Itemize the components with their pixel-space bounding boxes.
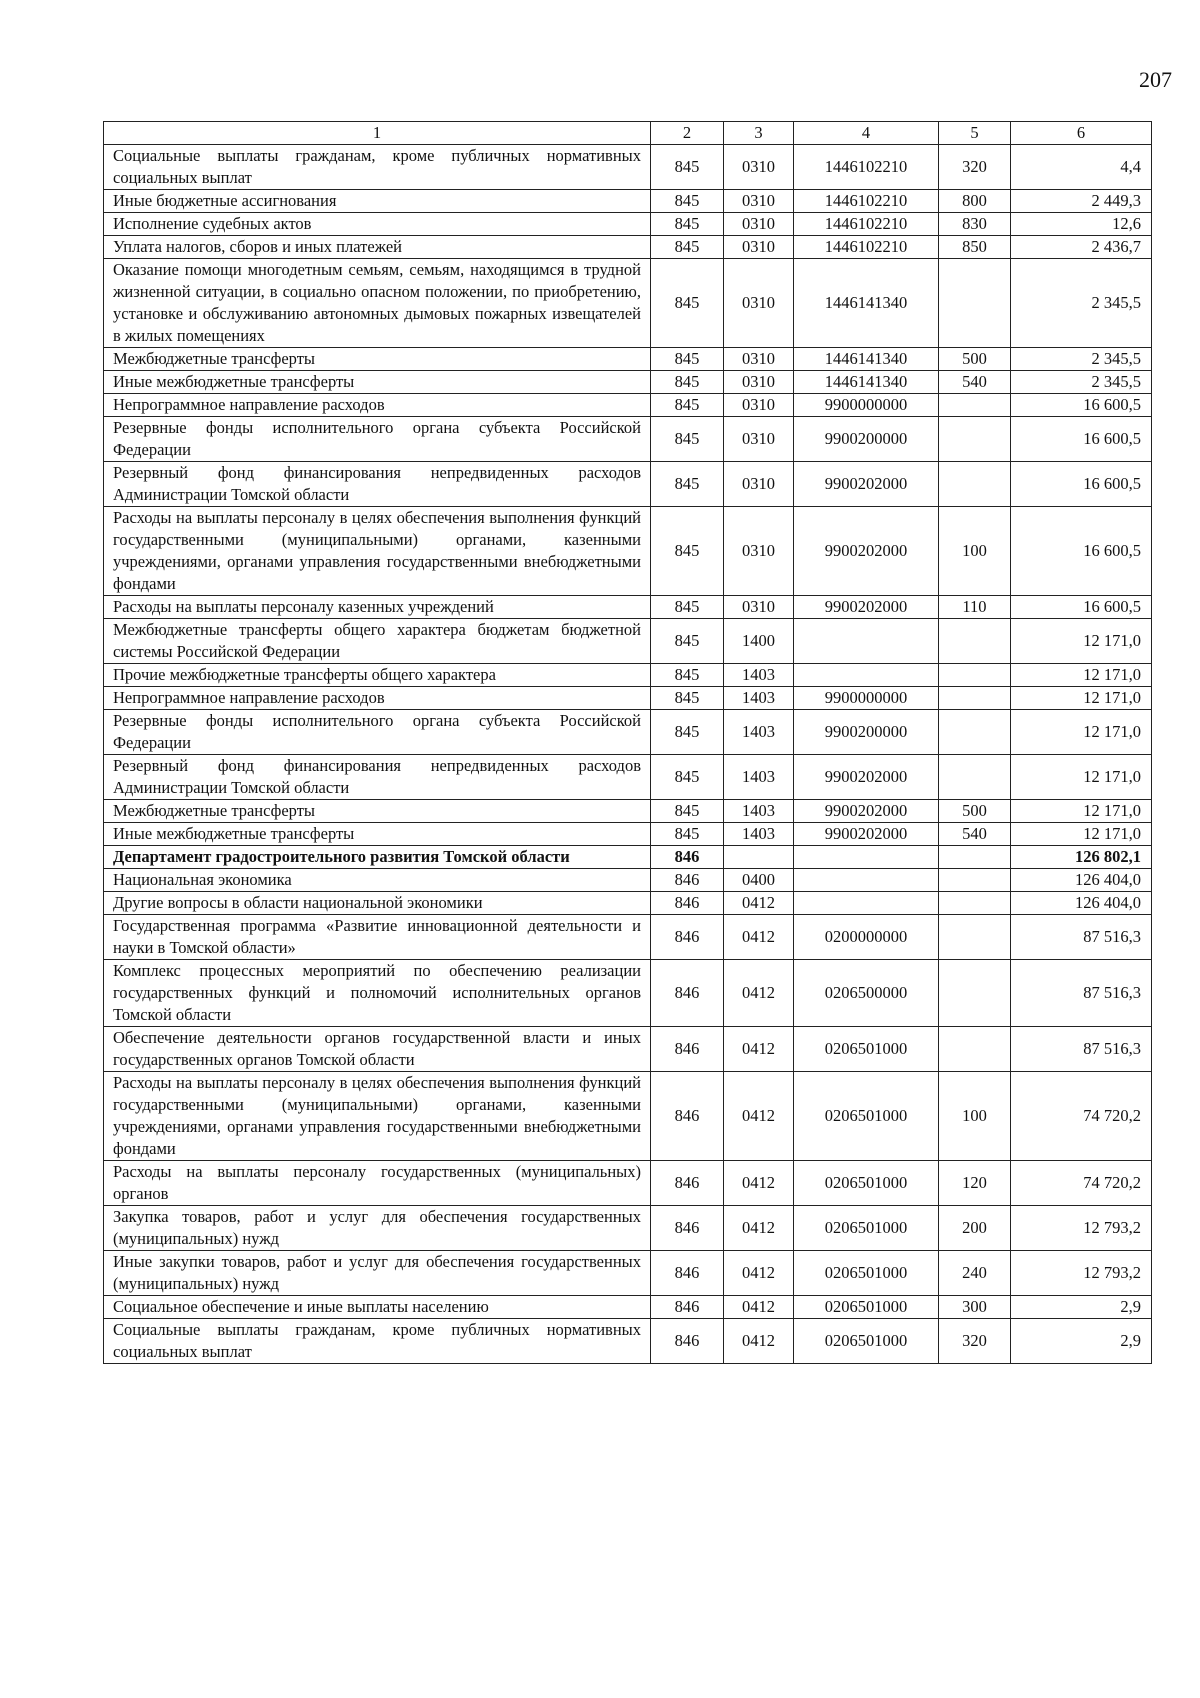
row-section-cell: 1403 xyxy=(724,755,794,800)
row-section-cell: 0412 xyxy=(724,1206,794,1251)
table-row xyxy=(104,259,1152,348)
row-amount-cell: 16 600,5 xyxy=(1011,462,1152,507)
row-dept-code-cell: 846 xyxy=(651,1027,724,1072)
row-amount-cell: 2 345,5 xyxy=(1011,371,1152,394)
row-target-article-cell: 9900202000 xyxy=(794,755,939,800)
row-expense-type-cell xyxy=(939,664,1011,687)
row-section-cell: 0412 xyxy=(724,960,794,1027)
row-section-cell: 1403 xyxy=(724,823,794,846)
row-section-cell: 0310 xyxy=(724,507,794,596)
row-amount-cell: 12 793,2 xyxy=(1011,1251,1152,1296)
row-amount-cell: 16 600,5 xyxy=(1011,394,1152,417)
row-target-article-cell xyxy=(794,869,939,892)
row-expense-type-cell xyxy=(939,869,1011,892)
row-expense-type-cell xyxy=(939,687,1011,710)
row-name-cell: Оказание помощи многодетным семьям, семьям, находящимся в трудной жизненной ситуации, в социально опасном положении, по приобретению, установке и обслуживанию автономных дымовых пожарных извещателей в жилых помещениях xyxy=(104,259,651,348)
row-name-cell: Государственная программа «Развитие инновационной деятельности и науки в Томской области» xyxy=(104,915,651,960)
row-amount-cell: 12 171,0 xyxy=(1011,800,1152,823)
row-section-cell: 1403 xyxy=(724,687,794,710)
row-name-cell: Резервные фонды исполнительного органа субъекта Российской Федерации xyxy=(104,710,651,755)
row-expense-type-cell: 850 xyxy=(939,236,1011,259)
row-amount-cell: 126 404,0 xyxy=(1011,869,1152,892)
row-dept-code-cell: 846 xyxy=(651,960,724,1027)
row-target-article-cell: 1446141340 xyxy=(794,348,939,371)
table-row xyxy=(104,190,1152,213)
table-row xyxy=(104,462,1152,507)
row-section-cell: 0412 xyxy=(724,915,794,960)
row-dept-code-cell: 845 xyxy=(651,190,724,213)
row-amount-cell: 2 449,3 xyxy=(1011,190,1152,213)
row-expense-type-cell: 500 xyxy=(939,348,1011,371)
row-target-article-cell: 0206501000 xyxy=(794,1319,939,1364)
row-amount-cell: 74 720,2 xyxy=(1011,1161,1152,1206)
row-expense-type-cell: 110 xyxy=(939,596,1011,619)
row-section-cell: 1403 xyxy=(724,800,794,823)
page-number: 207 xyxy=(1139,67,1172,92)
row-expense-type-cell: 300 xyxy=(939,1296,1011,1319)
table-row xyxy=(104,371,1152,394)
row-expense-type-cell: 540 xyxy=(939,823,1011,846)
header-cell: 2 xyxy=(651,122,724,145)
row-dept-code-cell: 845 xyxy=(651,823,724,846)
row-target-article-cell: 0206501000 xyxy=(794,1296,939,1319)
row-section-cell: 0412 xyxy=(724,1251,794,1296)
row-expense-type-cell: 100 xyxy=(939,1072,1011,1161)
row-dept-code-cell: 845 xyxy=(651,145,724,190)
row-target-article-cell xyxy=(794,846,939,869)
table-row xyxy=(104,236,1152,259)
row-amount-cell: 87 516,3 xyxy=(1011,960,1152,1027)
row-name-cell: Уплата налогов, сборов и иных платежей xyxy=(104,236,651,259)
row-dept-code-cell: 845 xyxy=(651,417,724,462)
row-dept-code-cell: 846 xyxy=(651,1072,724,1161)
row-expense-type-cell: 320 xyxy=(939,145,1011,190)
header-cell: 4 xyxy=(794,122,939,145)
row-target-article-cell: 0206500000 xyxy=(794,960,939,1027)
row-dept-code-cell: 846 xyxy=(651,1206,724,1251)
row-target-article-cell xyxy=(794,892,939,915)
row-section-cell: 0310 xyxy=(724,596,794,619)
row-dept-code-cell: 846 xyxy=(651,1251,724,1296)
row-target-article-cell: 9900200000 xyxy=(794,417,939,462)
row-expense-type-cell xyxy=(939,710,1011,755)
row-name-cell: Непрограммное направление расходов xyxy=(104,687,651,710)
row-name-cell: Непрограммное направление расходов xyxy=(104,394,651,417)
table-row xyxy=(104,960,1152,1027)
row-section-cell: 0412 xyxy=(724,1072,794,1161)
row-target-article-cell: 9900202000 xyxy=(794,507,939,596)
row-section-cell xyxy=(724,846,794,869)
table-row xyxy=(104,1027,1152,1072)
row-dept-code-cell: 845 xyxy=(651,213,724,236)
row-section-cell: 0310 xyxy=(724,259,794,348)
row-target-article-cell: 0200000000 xyxy=(794,915,939,960)
row-dept-code-cell: 845 xyxy=(651,462,724,507)
row-name-cell: Исполнение судебных актов xyxy=(104,213,651,236)
row-amount-cell: 12 171,0 xyxy=(1011,664,1152,687)
row-name-cell: Расходы на выплаты персоналу казенных учреждений xyxy=(104,596,651,619)
row-expense-type-cell xyxy=(939,259,1011,348)
header-cell: 6 xyxy=(1011,122,1152,145)
row-name-cell: Социальные выплаты гражданам, кроме публичных нормативных социальных выплат xyxy=(104,145,651,190)
table-row xyxy=(104,619,1152,664)
row-dept-code-cell: 845 xyxy=(651,394,724,417)
row-target-article-cell: 9900202000 xyxy=(794,462,939,507)
row-target-article-cell: 9900000000 xyxy=(794,687,939,710)
row-expense-type-cell xyxy=(939,846,1011,869)
row-amount-cell: 74 720,2 xyxy=(1011,1072,1152,1161)
row-name-cell: Межбюджетные трансферты общего характера бюджетам бюджетной системы Российской Федерации xyxy=(104,619,651,664)
row-section-cell: 0400 xyxy=(724,869,794,892)
row-target-article-cell: 9900202000 xyxy=(794,800,939,823)
row-section-cell: 0412 xyxy=(724,1027,794,1072)
row-section-cell: 1403 xyxy=(724,664,794,687)
table-row xyxy=(104,348,1152,371)
row-name-cell: Иные межбюджетные трансферты xyxy=(104,823,651,846)
row-amount-cell: 16 600,5 xyxy=(1011,596,1152,619)
row-name-cell: Резервный фонд финансирования непредвиденных расходов Администрации Томской области xyxy=(104,462,651,507)
table-row xyxy=(104,507,1152,596)
row-dept-code-cell: 845 xyxy=(651,507,724,596)
row-section-cell: 1403 xyxy=(724,710,794,755)
row-expense-type-cell: 320 xyxy=(939,1319,1011,1364)
row-expense-type-cell: 200 xyxy=(939,1206,1011,1251)
table-row xyxy=(104,1206,1152,1251)
row-name-cell: Межбюджетные трансферты xyxy=(104,800,651,823)
row-dept-code-cell: 845 xyxy=(651,371,724,394)
table-row xyxy=(104,755,1152,800)
row-amount-cell: 12 171,0 xyxy=(1011,755,1152,800)
row-dept-code-cell: 845 xyxy=(651,236,724,259)
row-target-article-cell: 0206501000 xyxy=(794,1206,939,1251)
row-name-cell: Социальное обеспечение и иные выплаты населению xyxy=(104,1296,651,1319)
table-row xyxy=(104,800,1152,823)
table-row xyxy=(104,596,1152,619)
row-dept-code-cell: 845 xyxy=(651,596,724,619)
row-target-article-cell: 0206501000 xyxy=(794,1251,939,1296)
row-name-cell: Закупка товаров, работ и услуг для обеспечения государственных (муниципальных) нужд xyxy=(104,1206,651,1251)
row-section-cell: 0310 xyxy=(724,348,794,371)
row-expense-type-cell: 500 xyxy=(939,800,1011,823)
budget-table xyxy=(103,121,1152,1364)
table-row xyxy=(104,145,1152,190)
row-dept-code-cell: 845 xyxy=(651,259,724,348)
header-cell: 1 xyxy=(104,122,651,145)
row-section-cell: 0412 xyxy=(724,1161,794,1206)
row-name-cell: Расходы на выплаты персоналу в целях обеспечения выполнения функций государственными (муниципальными) органами, казенными учреждениями, органами управления государственными внебюджетными фондами xyxy=(104,507,651,596)
row-target-article-cell: 1446141340 xyxy=(794,259,939,348)
row-target-article-cell: 9900000000 xyxy=(794,394,939,417)
row-name-cell: Расходы на выплаты персоналу в целях обеспечения выполнения функций государственными (муниципальными) органами, казенными учреждениями, органами управления государственными внебюджетными фондами xyxy=(104,1072,651,1161)
row-amount-cell: 87 516,3 xyxy=(1011,915,1152,960)
table-row xyxy=(104,394,1152,417)
row-target-article-cell: 9900202000 xyxy=(794,596,939,619)
row-dept-code-cell: 845 xyxy=(651,800,724,823)
row-name-cell: Расходы на выплаты персоналу государственных (муниципальных) органов xyxy=(104,1161,651,1206)
table-row xyxy=(104,1251,1152,1296)
row-name-cell: Резервные фонды исполнительного органа субъекта Российской Федерации xyxy=(104,417,651,462)
row-name-cell: Межбюджетные трансферты xyxy=(104,348,651,371)
row-target-article-cell xyxy=(794,619,939,664)
row-section-cell: 0310 xyxy=(724,417,794,462)
row-expense-type-cell xyxy=(939,1027,1011,1072)
row-name-cell: Департамент градостроительного развития Томской области xyxy=(104,846,651,869)
row-name-cell: Национальная экономика xyxy=(104,869,651,892)
row-amount-cell: 126 802,1 xyxy=(1011,846,1152,869)
row-target-article-cell: 9900200000 xyxy=(794,710,939,755)
row-dept-code-cell: 846 xyxy=(651,915,724,960)
row-expense-type-cell xyxy=(939,755,1011,800)
row-name-cell: Социальные выплаты гражданам, кроме публичных нормативных социальных выплат xyxy=(104,1319,651,1364)
row-name-cell: Резервный фонд финансирования непредвиденных расходов Администрации Томской области xyxy=(104,755,651,800)
row-dept-code-cell: 845 xyxy=(651,348,724,371)
row-target-article-cell: 1446102210 xyxy=(794,236,939,259)
row-dept-code-cell: 845 xyxy=(651,619,724,664)
row-dept-code-cell: 846 xyxy=(651,846,724,869)
table-row xyxy=(104,915,1152,960)
table-row xyxy=(104,1296,1152,1319)
row-expense-type-cell xyxy=(939,394,1011,417)
row-dept-code-cell: 846 xyxy=(651,1161,724,1206)
row-dept-code-cell: 845 xyxy=(651,710,724,755)
row-expense-type-cell xyxy=(939,462,1011,507)
row-section-cell: 0412 xyxy=(724,1296,794,1319)
row-name-cell: Иные закупки товаров, работ и услуг для обеспечения государственных (муниципальных) нужд xyxy=(104,1251,651,1296)
row-expense-type-cell: 540 xyxy=(939,371,1011,394)
table-row xyxy=(104,869,1152,892)
budget-table-body xyxy=(104,122,1152,1364)
row-expense-type-cell xyxy=(939,960,1011,1027)
table-row xyxy=(104,846,1152,869)
row-expense-type-cell xyxy=(939,915,1011,960)
table-row xyxy=(104,417,1152,462)
row-dept-code-cell: 846 xyxy=(651,1319,724,1364)
row-section-cell: 0310 xyxy=(724,213,794,236)
row-amount-cell: 12 171,0 xyxy=(1011,687,1152,710)
table-row xyxy=(104,892,1152,915)
row-section-cell: 0310 xyxy=(724,371,794,394)
row-amount-cell: 126 404,0 xyxy=(1011,892,1152,915)
row-section-cell: 0310 xyxy=(724,236,794,259)
row-target-article-cell: 1446141340 xyxy=(794,371,939,394)
table-row xyxy=(104,823,1152,846)
table-row xyxy=(104,664,1152,687)
row-dept-code-cell: 845 xyxy=(651,687,724,710)
row-expense-type-cell: 120 xyxy=(939,1161,1011,1206)
row-amount-cell: 2 345,5 xyxy=(1011,259,1152,348)
row-target-article-cell xyxy=(794,664,939,687)
table-row xyxy=(104,1161,1152,1206)
row-target-article-cell: 0206501000 xyxy=(794,1072,939,1161)
row-target-article-cell: 1446102210 xyxy=(794,213,939,236)
row-amount-cell: 4,4 xyxy=(1011,145,1152,190)
row-section-cell: 0310 xyxy=(724,394,794,417)
row-amount-cell: 2,9 xyxy=(1011,1296,1152,1319)
row-expense-type-cell xyxy=(939,417,1011,462)
row-amount-cell: 2,9 xyxy=(1011,1319,1152,1364)
row-name-cell: Обеспечение деятельности органов государственной власти и иных государственных органов Томской области xyxy=(104,1027,651,1072)
row-expense-type-cell: 830 xyxy=(939,213,1011,236)
row-expense-type-cell xyxy=(939,892,1011,915)
row-target-article-cell: 1446102210 xyxy=(794,145,939,190)
row-name-cell: Комплекс процессных мероприятий по обеспечению реализации государственных функций и полномочий исполнительных органов Томской области xyxy=(104,960,651,1027)
row-amount-cell: 12,6 xyxy=(1011,213,1152,236)
row-target-article-cell: 1446102210 xyxy=(794,190,939,213)
row-amount-cell: 2 436,7 xyxy=(1011,236,1152,259)
row-name-cell: Иные межбюджетные трансферты xyxy=(104,371,651,394)
row-dept-code-cell: 846 xyxy=(651,892,724,915)
table-row xyxy=(104,213,1152,236)
row-target-article-cell: 0206501000 xyxy=(794,1161,939,1206)
row-amount-cell: 12 171,0 xyxy=(1011,823,1152,846)
row-amount-cell: 12 171,0 xyxy=(1011,619,1152,664)
row-amount-cell: 16 600,5 xyxy=(1011,417,1152,462)
row-section-cell: 1400 xyxy=(724,619,794,664)
row-section-cell: 0310 xyxy=(724,462,794,507)
row-amount-cell: 2 345,5 xyxy=(1011,348,1152,371)
row-section-cell: 0412 xyxy=(724,892,794,915)
table-header-row xyxy=(104,122,1152,145)
row-dept-code-cell: 846 xyxy=(651,869,724,892)
row-section-cell: 0310 xyxy=(724,145,794,190)
header-cell: 5 xyxy=(939,122,1011,145)
table-row xyxy=(104,1319,1152,1364)
row-amount-cell: 16 600,5 xyxy=(1011,507,1152,596)
row-amount-cell: 12 793,2 xyxy=(1011,1206,1152,1251)
row-target-article-cell: 9900202000 xyxy=(794,823,939,846)
row-dept-code-cell: 846 xyxy=(651,1296,724,1319)
table-row xyxy=(104,1072,1152,1161)
row-amount-cell: 12 171,0 xyxy=(1011,710,1152,755)
row-dept-code-cell: 845 xyxy=(651,664,724,687)
row-dept-code-cell: 845 xyxy=(651,755,724,800)
header-cell: 3 xyxy=(724,122,794,145)
row-name-cell: Другие вопросы в области национальной экономики xyxy=(104,892,651,915)
row-expense-type-cell: 240 xyxy=(939,1251,1011,1296)
table-row xyxy=(104,687,1152,710)
row-expense-type-cell: 800 xyxy=(939,190,1011,213)
row-name-cell: Прочие межбюджетные трансферты общего характера xyxy=(104,664,651,687)
row-expense-type-cell: 100 xyxy=(939,507,1011,596)
row-name-cell: Иные бюджетные ассигнования xyxy=(104,190,651,213)
table-row xyxy=(104,710,1152,755)
row-expense-type-cell xyxy=(939,619,1011,664)
row-section-cell: 0412 xyxy=(724,1319,794,1364)
row-target-article-cell: 0206501000 xyxy=(794,1027,939,1072)
row-amount-cell: 87 516,3 xyxy=(1011,1027,1152,1072)
row-section-cell: 0310 xyxy=(724,190,794,213)
